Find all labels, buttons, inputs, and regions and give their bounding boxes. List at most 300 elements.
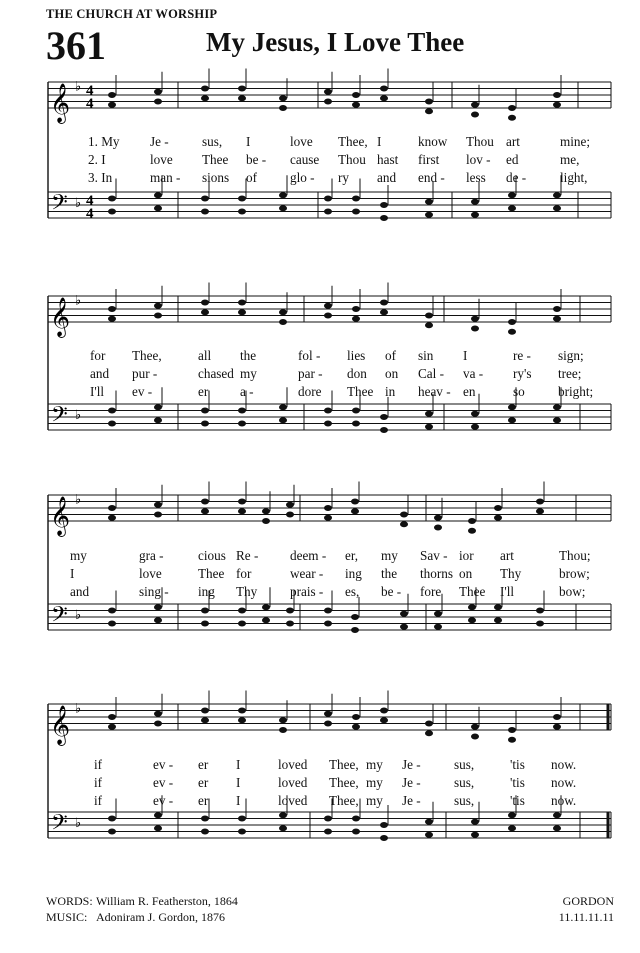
lyric-syllable: ior bbox=[459, 548, 474, 563]
bass-note-head bbox=[262, 604, 270, 610]
bass-note-head bbox=[553, 192, 561, 198]
bass-note-head bbox=[471, 424, 479, 430]
lyric-syllable: me, bbox=[560, 152, 580, 167]
treble-note-head bbox=[351, 499, 359, 505]
bass-note-head bbox=[238, 816, 246, 822]
bass-note-head bbox=[324, 196, 332, 202]
lyric-syllable: ev - bbox=[132, 384, 153, 399]
bass-note-head bbox=[536, 608, 544, 614]
bass-note-head bbox=[508, 417, 516, 423]
lyric-syllable: cause bbox=[290, 152, 320, 167]
lyric-syllable: I bbox=[463, 348, 468, 363]
bass-note-head bbox=[279, 404, 287, 410]
treble-note-head bbox=[108, 306, 116, 312]
hymn-title: My Jesus, I Love Thee bbox=[206, 27, 465, 57]
lyric-syllable: Thy bbox=[236, 584, 258, 599]
treble-note-head bbox=[425, 313, 433, 319]
treble-note-head bbox=[425, 99, 433, 105]
bass-note-head bbox=[201, 209, 209, 215]
treble-note-head bbox=[108, 714, 116, 720]
lyric-syllable: bow; bbox=[559, 584, 586, 599]
bass-note-head bbox=[324, 608, 332, 614]
bass-clef: 𝄢 bbox=[51, 190, 68, 220]
lyric-syllable: gra - bbox=[139, 548, 164, 563]
treble-note-head bbox=[380, 309, 388, 315]
treble-note-head bbox=[201, 309, 209, 315]
lyric-syllable: don bbox=[347, 366, 367, 381]
treble-note-head bbox=[154, 99, 162, 105]
lyric-syllable: the bbox=[381, 566, 398, 581]
treble-note-head bbox=[553, 92, 561, 98]
lyric-syllable: I'll bbox=[90, 384, 105, 399]
time-signature-bottom: 4 bbox=[86, 96, 94, 112]
bass-note-head bbox=[494, 604, 502, 610]
bass-note-head bbox=[201, 829, 209, 835]
bass-note-head bbox=[400, 611, 408, 617]
treble-note-head bbox=[508, 319, 516, 325]
lyric-syllable: my bbox=[70, 548, 87, 563]
bass-note-head bbox=[279, 825, 287, 831]
lyric-syllable: Thou bbox=[338, 152, 366, 167]
treble-note-head bbox=[238, 95, 246, 101]
treble-note-head bbox=[351, 508, 359, 514]
treble-note-head bbox=[380, 717, 388, 723]
lyric-syllable: bright; bbox=[558, 384, 594, 399]
music-label: MUSIC: bbox=[46, 910, 88, 924]
bass-note-head bbox=[471, 819, 479, 825]
bass-note-head bbox=[201, 421, 209, 427]
bass-note-head bbox=[324, 209, 332, 215]
lyric-syllable: a - bbox=[240, 384, 254, 399]
treble-note-head bbox=[352, 102, 360, 108]
lyric-syllable: I bbox=[236, 793, 241, 808]
treble-note-head bbox=[324, 505, 332, 511]
bass-note-head bbox=[238, 829, 246, 835]
lyric-syllable: my bbox=[381, 548, 398, 563]
flat-key-signature: ♭ bbox=[75, 406, 82, 422]
bass-note-head bbox=[352, 209, 360, 215]
treble-note-head bbox=[434, 515, 442, 521]
lyric-syllable: love bbox=[150, 152, 173, 167]
treble-clef: 𝄞 bbox=[50, 85, 71, 122]
lyric-syllable: Thee, bbox=[329, 793, 359, 808]
bass-note-head bbox=[324, 408, 332, 414]
flat-key-signature: ♭ bbox=[75, 606, 82, 622]
treble-note-head bbox=[352, 306, 360, 312]
flat-key-signature: ♭ bbox=[75, 78, 82, 94]
treble-note-head bbox=[238, 499, 246, 505]
bass-note-head bbox=[238, 196, 246, 202]
treble-note-head bbox=[352, 724, 360, 730]
lyric-syllable: Sav - bbox=[420, 548, 448, 563]
treble-note-head bbox=[238, 717, 246, 723]
lyric-syllable: my bbox=[366, 793, 383, 808]
treble-note-head bbox=[553, 102, 561, 108]
lyric-syllable: ing bbox=[198, 584, 215, 599]
words-label: WORDS: bbox=[46, 894, 93, 908]
treble-clef: 𝄞 bbox=[50, 299, 71, 336]
lyric-syllable: er bbox=[198, 775, 209, 790]
bass-note-head bbox=[553, 205, 561, 211]
bass-note-head bbox=[553, 812, 561, 818]
bass-note-head bbox=[324, 829, 332, 835]
lyric-syllable: ry bbox=[338, 170, 349, 185]
lyric-syllable: know bbox=[418, 134, 448, 149]
bass-note-head bbox=[279, 192, 287, 198]
bass-note-head bbox=[471, 212, 479, 218]
bass-note-head bbox=[508, 812, 516, 818]
treble-note-head bbox=[324, 721, 332, 727]
lyric-syllable: be - bbox=[246, 152, 267, 167]
lyric-syllable: 'tis bbox=[510, 793, 525, 808]
lyric-syllable: I bbox=[236, 775, 241, 790]
lyric-syllable: ed bbox=[506, 152, 519, 167]
lyric-syllable: lies bbox=[347, 348, 366, 363]
lyric-syllable: in bbox=[385, 384, 396, 399]
lyric-syllable: if bbox=[94, 793, 103, 808]
lyric-syllable: pur - bbox=[132, 366, 158, 381]
bass-note-head bbox=[201, 408, 209, 414]
treble-note-head bbox=[380, 86, 388, 92]
treble-note-head bbox=[324, 515, 332, 521]
tune-name: GORDON bbox=[562, 894, 614, 908]
lyric-syllable: ev - bbox=[153, 775, 174, 790]
bass-note-head bbox=[425, 819, 433, 825]
music-composer: Adoniram J. Gordon, 1876 bbox=[96, 910, 225, 924]
treble-note-head bbox=[108, 515, 116, 521]
bass-clef: 𝄢 bbox=[51, 402, 68, 432]
treble-note-head bbox=[324, 89, 332, 95]
bass-note-head bbox=[201, 621, 209, 627]
bass-note-head bbox=[471, 411, 479, 417]
lyric-syllable: deem - bbox=[290, 548, 327, 563]
bass-note-head bbox=[425, 212, 433, 218]
lyric-syllable: fol - bbox=[298, 348, 321, 363]
lyric-syllable: I bbox=[246, 134, 251, 149]
treble-note-head bbox=[352, 714, 360, 720]
lyric-syllable: sign; bbox=[558, 348, 584, 363]
lyric-syllable: and bbox=[90, 366, 110, 381]
treble-note-head bbox=[279, 105, 287, 111]
lyric-syllable: all bbox=[198, 348, 212, 363]
treble-note-head bbox=[536, 499, 544, 505]
lyric-syllable: ev - bbox=[153, 757, 174, 772]
lyric-syllable: Thee, bbox=[329, 775, 359, 790]
treble-note-head bbox=[508, 105, 516, 111]
bass-note-head bbox=[352, 196, 360, 202]
lyric-syllable: end - bbox=[418, 170, 445, 185]
flat-key-signature: ♭ bbox=[75, 700, 82, 716]
lyric-syllable: ev - bbox=[153, 793, 174, 808]
treble-note-head bbox=[471, 326, 479, 332]
bass-note-head bbox=[471, 199, 479, 205]
bass-note-head bbox=[108, 621, 116, 627]
treble-note-head bbox=[380, 300, 388, 306]
treble-note-head bbox=[494, 515, 502, 521]
bass-note-head bbox=[238, 408, 246, 414]
lyric-syllable: sus, bbox=[454, 775, 475, 790]
bass-note-head bbox=[279, 417, 287, 423]
lyric-syllable: Je - bbox=[402, 793, 421, 808]
bass-note-head bbox=[380, 202, 388, 208]
bass-note-head bbox=[352, 408, 360, 414]
treble-note-head bbox=[201, 717, 209, 723]
bass-note-head bbox=[352, 829, 360, 835]
treble-note-head bbox=[553, 714, 561, 720]
bass-note-head bbox=[108, 829, 116, 835]
lyric-syllable: ing bbox=[345, 566, 362, 581]
lyric-syllable: man - bbox=[150, 170, 181, 185]
lyric-syllable: now. bbox=[551, 757, 577, 772]
treble-note-head bbox=[279, 727, 287, 733]
treble-note-head bbox=[286, 502, 294, 508]
bass-clef: 𝄢 bbox=[51, 810, 68, 840]
lyric-syllable: I bbox=[236, 757, 241, 772]
bass-note-head bbox=[468, 617, 476, 623]
lyric-syllable: light, bbox=[560, 170, 588, 185]
lyric-syllable: if bbox=[94, 757, 103, 772]
lyric-syllable: Thee, bbox=[329, 757, 359, 772]
lyric-syllable: thorns bbox=[420, 566, 453, 581]
lyric-syllable: chased bbox=[198, 366, 234, 381]
treble-note-head bbox=[238, 508, 246, 514]
bass-note-head bbox=[154, 205, 162, 211]
treble-note-head bbox=[154, 502, 162, 508]
lyric-syllable: my bbox=[366, 775, 383, 790]
bass-note-head bbox=[553, 825, 561, 831]
treble-note-head bbox=[201, 95, 209, 101]
treble-note-head bbox=[201, 300, 209, 306]
bass-note-head bbox=[108, 608, 116, 614]
flat-key-signature: ♭ bbox=[75, 491, 82, 507]
lyric-syllable: love bbox=[139, 566, 162, 581]
flat-key-signature: ♭ bbox=[75, 194, 82, 210]
lyric-syllable: less bbox=[466, 170, 486, 185]
lyric-syllable: now. bbox=[551, 793, 577, 808]
bass-note-head bbox=[324, 621, 332, 627]
lyric-syllable: Thee bbox=[459, 584, 486, 599]
bass-note-head bbox=[154, 417, 162, 423]
lyric-syllable: ry's bbox=[513, 366, 532, 381]
treble-note-head bbox=[154, 711, 162, 717]
treble-note-head bbox=[553, 724, 561, 730]
lyric-syllable: 1. My bbox=[88, 134, 120, 149]
treble-note-head bbox=[108, 505, 116, 511]
lyric-syllable: Thou; bbox=[559, 548, 591, 563]
treble-note-head bbox=[108, 92, 116, 98]
lyric-syllable: Thee bbox=[347, 384, 374, 399]
lyric-syllable: sions bbox=[202, 170, 230, 185]
lyric-syllable: Thee bbox=[202, 152, 229, 167]
words-author: William R. Featherston, 1864 bbox=[96, 894, 238, 908]
treble-note-head bbox=[508, 737, 516, 743]
lyric-syllable: cious bbox=[198, 548, 226, 563]
lyric-syllable: hast bbox=[377, 152, 399, 167]
treble-note-head bbox=[262, 508, 270, 514]
bass-note-head bbox=[201, 196, 209, 202]
treble-note-head bbox=[201, 499, 209, 505]
bass-note-head bbox=[425, 424, 433, 430]
treble-note-head bbox=[201, 508, 209, 514]
treble-note-head bbox=[201, 708, 209, 714]
treble-note-head bbox=[471, 112, 479, 118]
lyric-syllable: tree; bbox=[558, 366, 582, 381]
lyric-syllable: brow; bbox=[559, 566, 590, 581]
bass-note-head bbox=[508, 205, 516, 211]
treble-note-head bbox=[324, 99, 332, 105]
lyric-syllable: I'll bbox=[500, 584, 515, 599]
treble-note-head bbox=[536, 508, 544, 514]
lyric-syllable: Thy bbox=[500, 566, 522, 581]
bass-note-head bbox=[434, 611, 442, 617]
lyric-syllable: sus, bbox=[454, 793, 475, 808]
bass-note-head bbox=[468, 604, 476, 610]
lyric-syllable: loved bbox=[278, 793, 308, 808]
lyric-syllable: of bbox=[246, 170, 257, 185]
treble-note-head bbox=[508, 329, 516, 335]
bass-clef: 𝄢 bbox=[51, 602, 68, 632]
treble-note-head bbox=[108, 316, 116, 322]
bass-note-head bbox=[508, 825, 516, 831]
bass-note-head bbox=[154, 404, 162, 410]
treble-note-head bbox=[238, 86, 246, 92]
bass-note-head bbox=[154, 617, 162, 623]
bass-note-head bbox=[324, 816, 332, 822]
lyric-syllable: Je - bbox=[150, 134, 169, 149]
treble-note-head bbox=[238, 708, 246, 714]
bass-note-head bbox=[238, 621, 246, 627]
music-credit bbox=[46, 910, 225, 925]
treble-note-head bbox=[380, 95, 388, 101]
bass-note-head bbox=[380, 414, 388, 420]
lyric-syllable: love bbox=[290, 134, 313, 149]
lyric-syllable: dore bbox=[298, 384, 322, 399]
treble-note-head bbox=[425, 108, 433, 114]
treble-note-head bbox=[471, 734, 479, 740]
lyric-syllable: Je - bbox=[402, 775, 421, 790]
lyric-syllable: my bbox=[240, 366, 257, 381]
treble-note-head bbox=[553, 316, 561, 322]
lyric-syllable: my bbox=[366, 757, 383, 772]
bass-note-head bbox=[262, 617, 270, 623]
treble-note-head bbox=[108, 724, 116, 730]
lyric-syllable: so bbox=[513, 384, 525, 399]
lyric-syllable: Cal - bbox=[418, 366, 445, 381]
treble-note-head bbox=[201, 86, 209, 92]
treble-note-head bbox=[352, 316, 360, 322]
treble-note-head bbox=[425, 721, 433, 727]
bass-note-head bbox=[238, 421, 246, 427]
bass-note-head bbox=[425, 411, 433, 417]
lyric-syllable: first bbox=[418, 152, 440, 167]
lyric-syllable: er bbox=[198, 793, 209, 808]
lyric-syllable: Re - bbox=[236, 548, 259, 563]
lyric-syllable: now. bbox=[551, 775, 577, 790]
section-heading: THE CHURCH AT WORSHIP bbox=[46, 7, 218, 21]
bass-note-head bbox=[154, 812, 162, 818]
lyric-syllable: Thee, bbox=[132, 348, 162, 363]
treble-note-head bbox=[262, 518, 270, 524]
lyric-syllable: art bbox=[506, 134, 520, 149]
lyric-syllable: Je - bbox=[402, 757, 421, 772]
lyric-syllable: I bbox=[70, 566, 75, 581]
bass-note-head bbox=[553, 417, 561, 423]
treble-note-head bbox=[508, 115, 516, 121]
treble-note-head bbox=[434, 525, 442, 531]
lyric-syllable: va - bbox=[463, 366, 484, 381]
treble-note-head bbox=[553, 306, 561, 312]
lyric-syllable: for bbox=[90, 348, 106, 363]
bass-note-head bbox=[279, 812, 287, 818]
lyric-syllable: lov - bbox=[466, 152, 491, 167]
words-credit bbox=[46, 894, 238, 909]
treble-note-head bbox=[425, 322, 433, 328]
lyric-syllable: sus, bbox=[202, 134, 223, 149]
bass-note-head bbox=[154, 604, 162, 610]
lyric-syllable: Thee bbox=[198, 566, 225, 581]
bass-note-head bbox=[400, 624, 408, 630]
bass-note-head bbox=[154, 192, 162, 198]
bass-note-head bbox=[380, 215, 388, 221]
bass-note-head bbox=[351, 627, 359, 633]
lyric-syllable: of bbox=[385, 348, 396, 363]
lyric-syllable: heav - bbox=[418, 384, 451, 399]
treble-note-head bbox=[154, 512, 162, 518]
treble-note-head bbox=[279, 319, 287, 325]
lyric-syllable: glo - bbox=[290, 170, 315, 185]
treble-note-head bbox=[380, 708, 388, 714]
treble-clef: 𝄞 bbox=[50, 707, 71, 744]
treble-note-head bbox=[324, 711, 332, 717]
treble-note-head bbox=[425, 730, 433, 736]
lyric-syllable: 'tis bbox=[510, 775, 525, 790]
lyric-syllable: be - bbox=[381, 584, 402, 599]
lyric-syllable: 'tis bbox=[510, 757, 525, 772]
lyric-syllable: prais - bbox=[290, 584, 324, 599]
treble-note-head bbox=[238, 309, 246, 315]
lyric-syllable: on bbox=[385, 366, 399, 381]
treble-note-head bbox=[238, 300, 246, 306]
bass-note-head bbox=[108, 196, 116, 202]
bass-note-head bbox=[508, 192, 516, 198]
treble-note-head bbox=[286, 512, 294, 518]
bass-note-head bbox=[108, 408, 116, 414]
bass-note-head bbox=[471, 832, 479, 838]
flat-key-signature: ♭ bbox=[75, 292, 82, 308]
bass-note-head bbox=[351, 614, 359, 620]
lyric-syllable: mine; bbox=[560, 134, 591, 149]
bass-note-head bbox=[352, 421, 360, 427]
treble-note-head bbox=[508, 727, 516, 733]
lyric-syllable: Thou bbox=[466, 134, 494, 149]
bass-note-head bbox=[494, 617, 502, 623]
bass-note-head bbox=[352, 816, 360, 822]
lyric-syllable: loved bbox=[278, 775, 308, 790]
bass-note-head bbox=[154, 825, 162, 831]
bass-note-head bbox=[279, 205, 287, 211]
treble-note-head bbox=[279, 717, 287, 723]
treble-note-head bbox=[471, 724, 479, 730]
bass-note-head bbox=[201, 816, 209, 822]
treble-note-head bbox=[494, 505, 502, 511]
lyric-syllable: er, bbox=[345, 548, 359, 563]
lyric-syllable: es, bbox=[345, 584, 360, 599]
lyric-syllable: sing - bbox=[139, 584, 169, 599]
treble-note-head bbox=[279, 309, 287, 315]
hymn-number: 361 bbox=[46, 23, 106, 68]
lyric-syllable: Thee, bbox=[338, 134, 368, 149]
bass-note-head bbox=[553, 404, 561, 410]
